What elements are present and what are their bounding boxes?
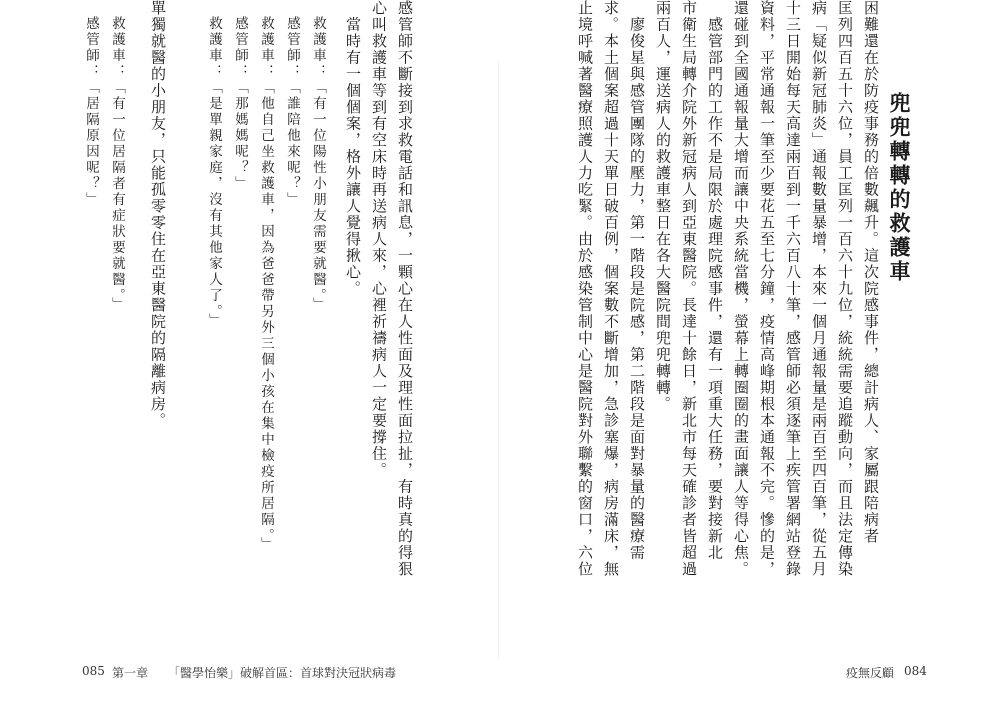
page-gutter (498, 60, 499, 660)
body-line: 困難還在於防疫事務的倍數飆升。這次院感事件，總計病人、家屬跟陪病者 (862, 0, 880, 545)
body-line: 十三日開始每天高達兩百到一千六百八十筆，感管師必須逐筆上疾管署網站登錄 (784, 0, 802, 578)
body-line: 還碰到全國通報量大增而讓中央系統當機，螢幕上轉圈圈的畫面讓人等得心焦。 (732, 0, 750, 578)
dialogue-line: 感管師：「那媽媽呢？」 (232, 0, 248, 192)
section-title: 兜兜轉轉的救護車 (887, 92, 911, 284)
body-line: 當時有一個個案，格外讓人覺得揪心。 (344, 0, 362, 297)
body-line: 廖俊星與感管團隊的壓力，第一階段是院感，第二階段是面對暴量的醫療需 (628, 0, 646, 561)
dialogue-line: 感管師：「誰陪他來呢？」 (284, 0, 300, 208)
dialogue-line: 救護車：「有一位居隔者有症狀要就醫。」 (109, 0, 125, 314)
page-number: 084 (904, 664, 927, 678)
body-line: 病「疑似新冠肺炎」通報數量暴增，本來一個月通報量是兩百至四百筆，從五月 (810, 0, 828, 578)
body-line: 感管部門的工作不是局限於處理院感事件，還有一項重大任務，要對接新北 (706, 0, 724, 561)
dialogue-line: 救護車：「他自己坐救護車，因為爸爸帶另外三個小孩在集中檢疫所居隔。」 (258, 0, 274, 554)
body-line: 心叫救護車等到有空床時再送病人來，心裡祈禱病人一定要撐住。 (370, 0, 388, 479)
body-line: 求。本土個案超過十天單日破百例，個案數不斷增加，急診塞爆，病房滿床，無 (602, 0, 620, 578)
running-head: 疫無反顧 (846, 666, 895, 680)
body-line: 兩百人，運送病人的救護車整日在各大醫院間兜兜轉轉。 (654, 0, 672, 413)
chapter-title: 「醫學怡樂」破解首區：首球對決冠狀病毒 (168, 666, 397, 680)
body-line: 單獨就醫的小朋友，只能孤零零住在亞東醫院的隔離病房。 (149, 0, 167, 429)
dialogue-line: 感管師：「居隔原因呢？」 (83, 0, 99, 208)
dialogue-line: 救護車：「有一位陽性小朋友需要就醫。」 (310, 0, 326, 314)
body-line: 感管師不斷接到求救電話和訊息，一顆心在人性面及理性面拉扯，有時真的得狠 (396, 0, 414, 578)
body-line: 匡列四百五十六位，員工匡列一百六十九位，統統需要追蹤動向，而且法定傳染 (836, 0, 854, 578)
body-line: 市衛生局轉介院外新冠病人到亞東醫院。長達十餘日，新北市每天確診者皆超過 (680, 0, 698, 578)
page-number: 085 (82, 664, 105, 678)
chapter-label: 第一章 (112, 666, 149, 680)
body-line: 資料，平常通報一筆至少要花五至七分鐘，疫情高峰期根本通報不完。慘的是， (758, 0, 776, 578)
body-line: 止境呼喊著醫療照護人力吃緊。由於感染管制中心是醫院對外聯繫的窗口，六位 (576, 0, 594, 578)
dialogue-line: 救護車：「是單親家庭，沒有其他家人了。」 (206, 0, 222, 330)
